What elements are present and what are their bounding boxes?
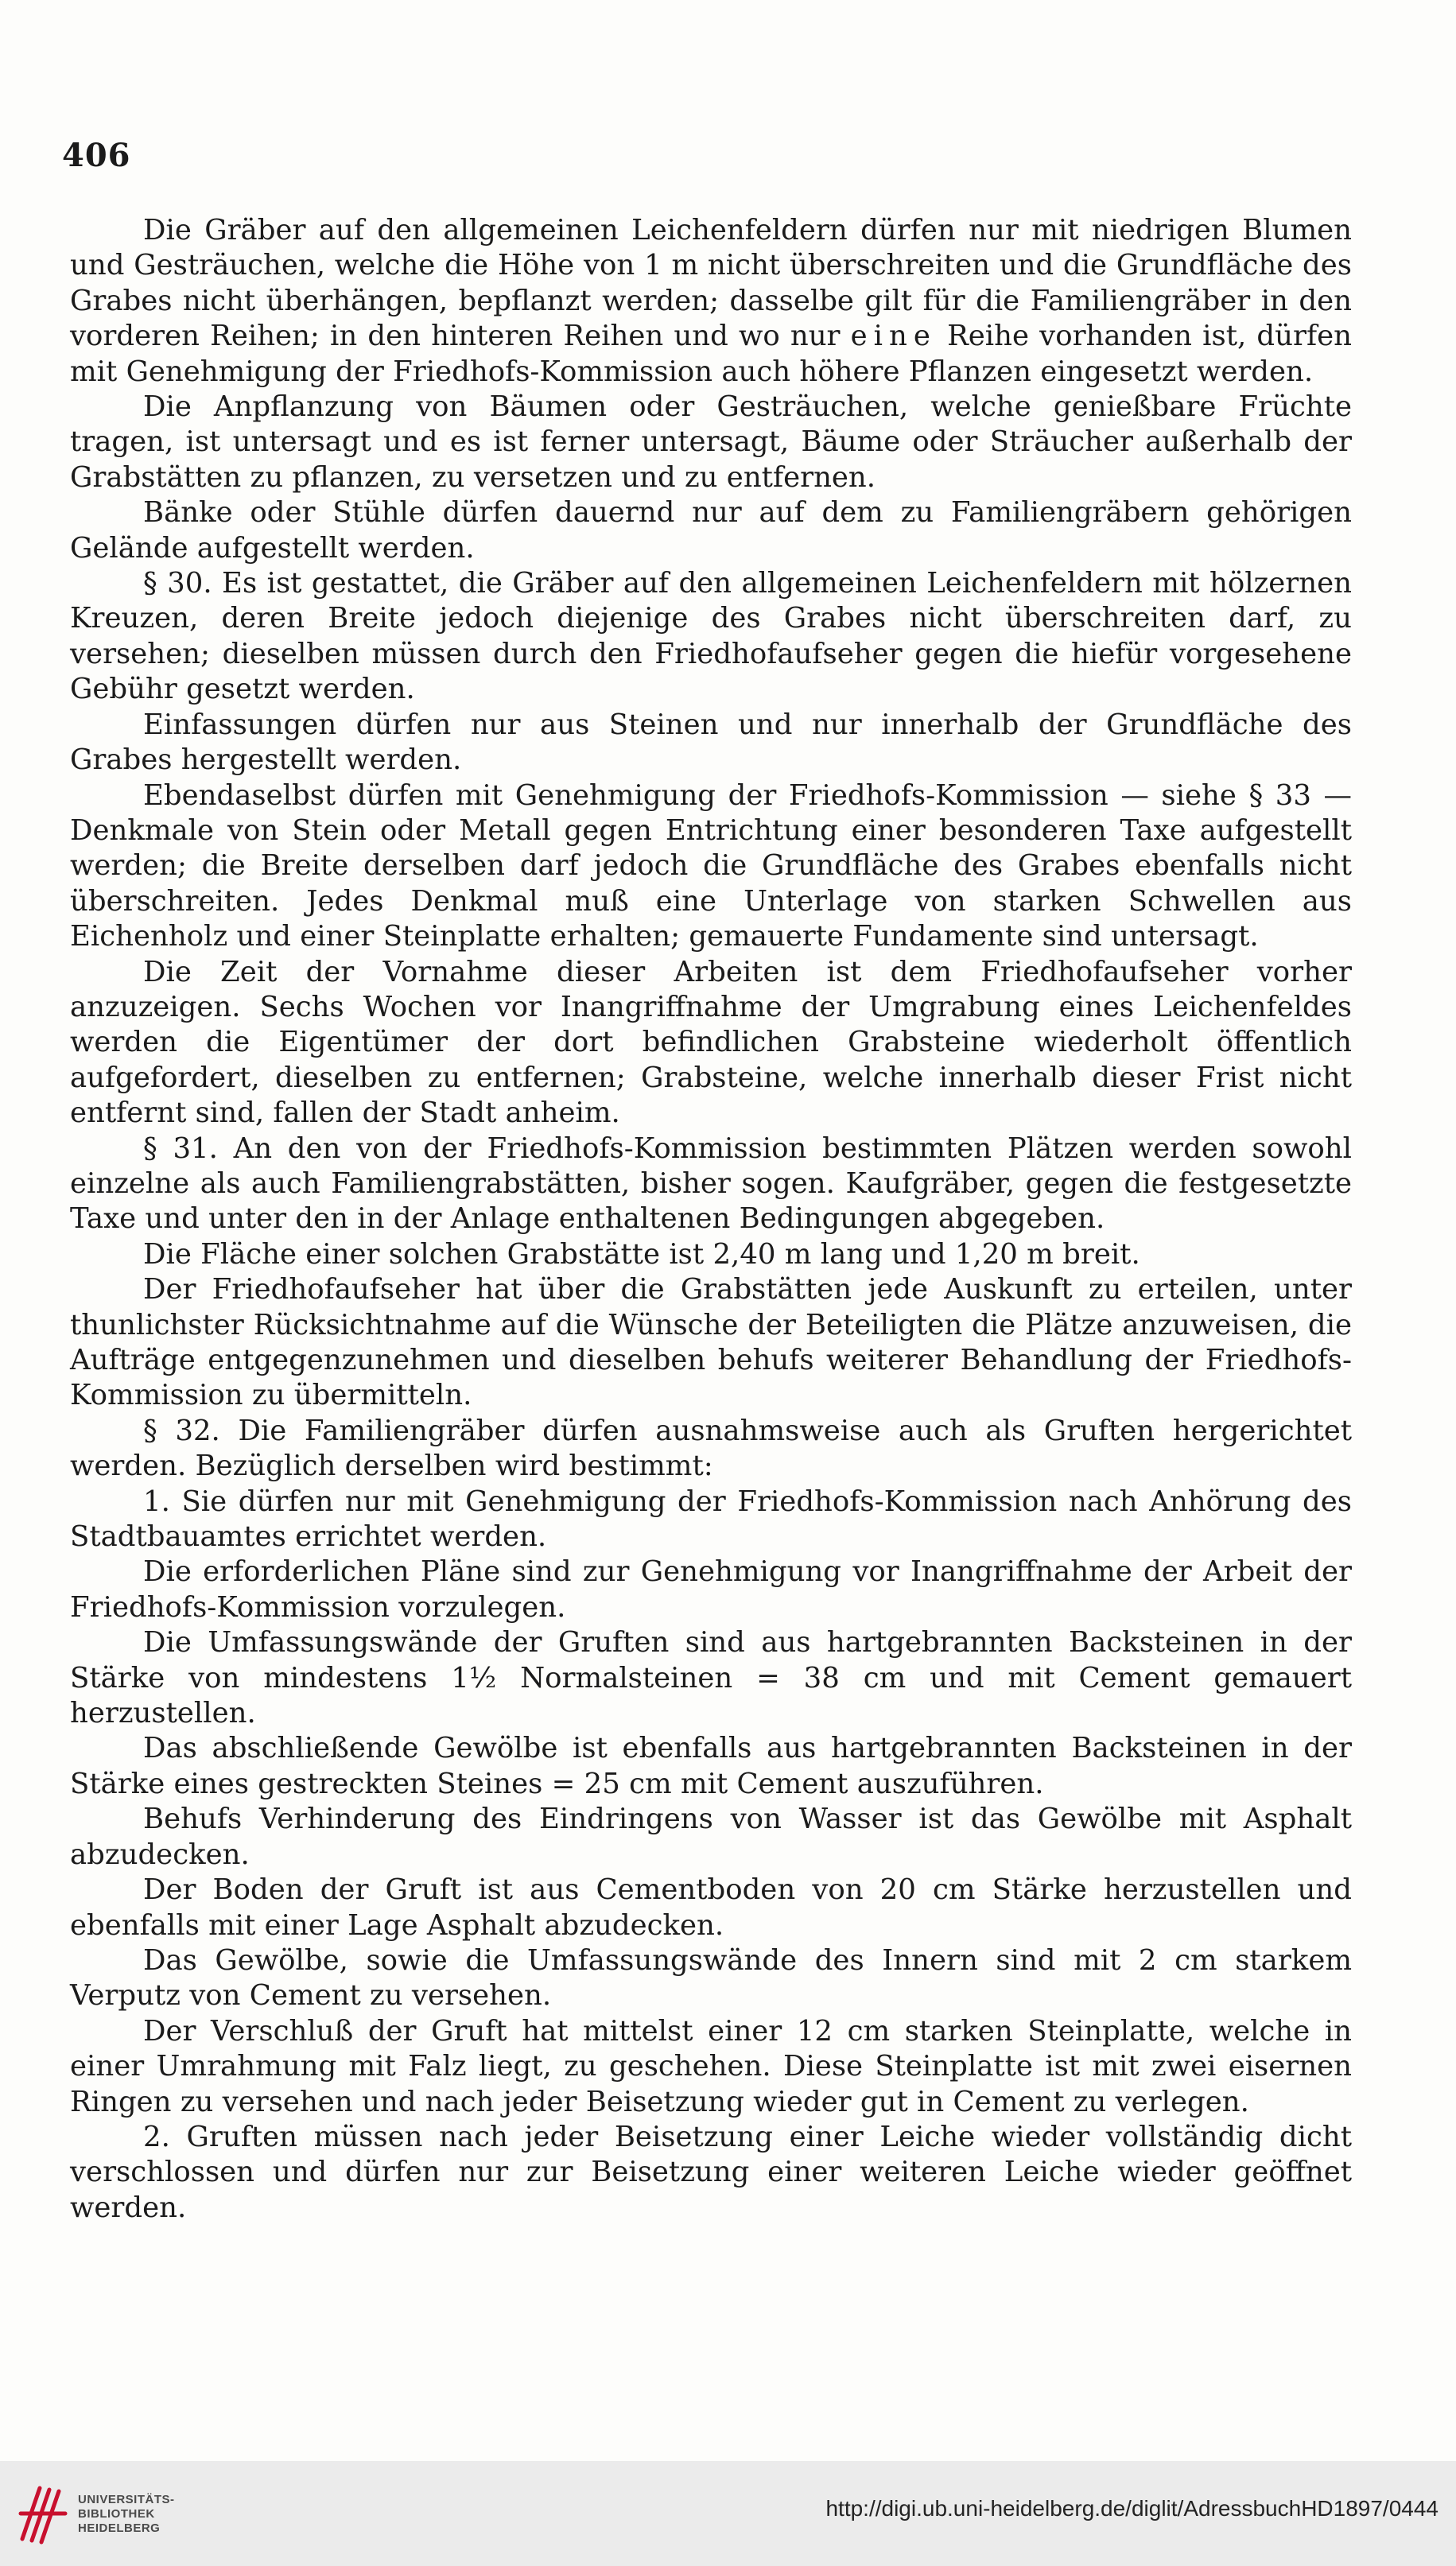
paragraph-section-32: § 32. Die Familiengräber dürfen ausnahmsweise auch als Gruften hergerichtet werden. Bezüglich derselben wird bestimmt: <box>70 1414 1352 1483</box>
paragraph-1 <box>70 213 1352 390</box>
paragraph-12: 1. Sie dürfen nur mit Genehmigung der Friedhofs-Kommission nach Anhörung des Stadtbauamtes errichtet werden. <box>70 1485 1352 1554</box>
paragraph-10: Der Friedhofaufseher hat über die Grabstätten jede Auskunft zu erteilen, unter thunlichster Rücksichtnahme auf die Wünsche der Beteiligten die Plätze anzuweisen, die Aufträge entgegenzunehmen und dieselben behufs weiterer Behandlung der Friedhofs-Kommission zu übermitteln. <box>70 1273 1352 1412</box>
paragraph-2: Die Anpflanzung von Bäumen oder Gesträuchen, welche genießbare Früchte tragen, ist untersagt und es ist ferner untersagt, Bäume oder Sträucher außerhalb der Grabstätten zu pflanzen, zu versetzen und zu entfernen. <box>70 390 1352 494</box>
logo-line-1: UNIVERSITÄTS- <box>78 2493 175 2506</box>
paragraph-6: Ebendaselbst dürfen mit Genehmigung der Friedhofs-Kommission — siehe § 33 — Denkmale von Stein oder Metall gegen Entrichtung einer besonderen Taxe aufgestellt werden; die Breite derselben darf jedoch die Grundfläche des Grabes ebenfalls nicht überschreiten. Jedes Denkmal muß eine Unterlage von starken Schwellen aus Eichenholz und einer Steinplatte erhalten; gemauerte Fundamente sind untersagt. <box>70 778 1352 953</box>
heidelberg-library-logo-icon <box>16 2482 70 2545</box>
paragraph-1-part-1: Die Gräber auf den allgemeinen Leichenfeldern dürfen nur mit niedrigen Blumen und Gesträuchen, welche die Höhe von 1 m nicht überschreiten und die Grundfläche des Grabes nicht überhängen, bepflanzt werden; dasselbe gilt für die Familiengräber in den vorderen Reihen; in den hinteren Reihen und wo nur <box>70 214 1352 353</box>
paragraph-19: Der Verschluß der Gruft hat mittelst einer 12 cm starken Steinplatte, welche in einer Umrahmung mit Falz liegt, zu geschehen. Diese Steinplatte ist mit zwei eisernen Ringen zu versehen und nach jeder Beisetzung wieder gut in Cement zu verlegen. <box>70 2014 1352 2118</box>
paragraph-18: Das Gewölbe, sowie die Umfassungswände des Innern sind mit 2 cm starkem Verputz von Cement zu versehen. <box>70 1943 1352 2013</box>
paragraph-13: Die erforderlichen Pläne sind zur Genehmigung vor Inangriffnahme der Arbeit der Friedhofs-Kommission vorzulegen. <box>70 1555 1352 1624</box>
body-text <box>70 213 1352 2226</box>
paragraph-section-30: § 30. Es ist gestattet, die Gräber auf den allgemeinen Leichenfeldern mit hölzernen Kreuzen, deren Breite jedoch diejenige des Grabes nicht überschreiten darf, zu versehen; dieselben müssen durch den Friedhofaufseher gegen die hiefür vorgesehene Gebühr gesetzt werden. <box>70 567 1352 706</box>
paragraph-9: Die Fläche einer solchen Grabstätte ist 2,40 m lang und 1,20 m breit. <box>143 1237 1140 1271</box>
paragraph-1-part-2: Reihe vorhanden ist, dürfen mit Genehmigung der Friedhofs-Kommission auch höhere Pflanzen eingesetzt werden. <box>70 320 1352 388</box>
paragraph-section-31: § 31. An den von der Friedhofs-Kommission bestimmten Plätzen werden sowohl einzelne als auch Familiengrabstätten, bisher sogen. Kaufgräber, gegen die festgesetzte Taxe und unter den in der Anlage enthaltenen Bedingungen abgegeben. <box>70 1132 1352 1236</box>
paragraph-20: 2. Gruften müssen nach jeder Beisetzung einer Leiche wieder vollständig dicht verschlossen und dürfen nur zur Beisetzung einer weiteren Leiche wieder geöffnet werden. <box>70 2120 1352 2224</box>
library-logo[interactable] <box>16 2482 183 2545</box>
paragraph-5: Einfassungen dürfen nur aus Steinen und nur innerhalb der Grundfläche des Grabes hergestellt werden. <box>70 708 1352 777</box>
source-url-link[interactable]: http://digi.ub.uni-heidelberg.de/diglit/AdressbuchHD1897/0444 <box>825 2496 1439 2521</box>
paragraph-7: Die Zeit der Vornahme dieser Arbeiten ist dem Friedhofaufseher vorher anzuzeigen. Sechs Wochen vor Inangriffnahme der Umgrabung eines Leichenfeldes werden die Eigentümer der dort befindlichen Grabsteine wiederholt öffentlich aufgefordert, dieselben zu entfernen; Grabsteine, welche innerhalb dieser Frist nicht entfernt sind, fallen der Stadt anheim. <box>70 955 1352 1130</box>
paragraph-16: Behufs Verhinderung des Eindringens von Wasser ist das Gewölbe mit Asphalt abzudecken. <box>70 1803 1352 1871</box>
paragraph-1-spaced-word: eine <box>850 320 937 353</box>
paragraph-3: Bänke oder Stühle dürfen dauernd nur auf dem zu Familiengräbern gehörigen Gelände aufgestellt werden. <box>70 496 1352 565</box>
logo-line-3: HEIDELBERG <box>78 2521 161 2535</box>
footer-bar <box>0 2461 1456 2566</box>
logo-text <box>78 2493 175 2536</box>
paragraph-14: Die Umfassungswände der Gruften sind aus hartgebrannten Backsteinen in der Stärke von mindestens 1½ Normalsteinen = 38 cm und mit Cement gemauert herzustellen. <box>70 1626 1352 1730</box>
paragraph-17: Der Boden der Gruft ist aus Cementboden von 20 cm Stärke herzustellen und ebenfalls mit einer Lage Asphalt abzudecken. <box>70 1873 1352 1942</box>
paragraph-15: Das abschließende Gewölbe ist ebenfalls aus hartgebrannten Backsteinen in der Stärke eines gestreckten Steines = 25 cm mit Cement auszuführen. <box>70 1732 1352 1800</box>
logo-line-2: BIBLIOTHEK <box>78 2507 155 2521</box>
page-number: 406 <box>62 137 131 174</box>
